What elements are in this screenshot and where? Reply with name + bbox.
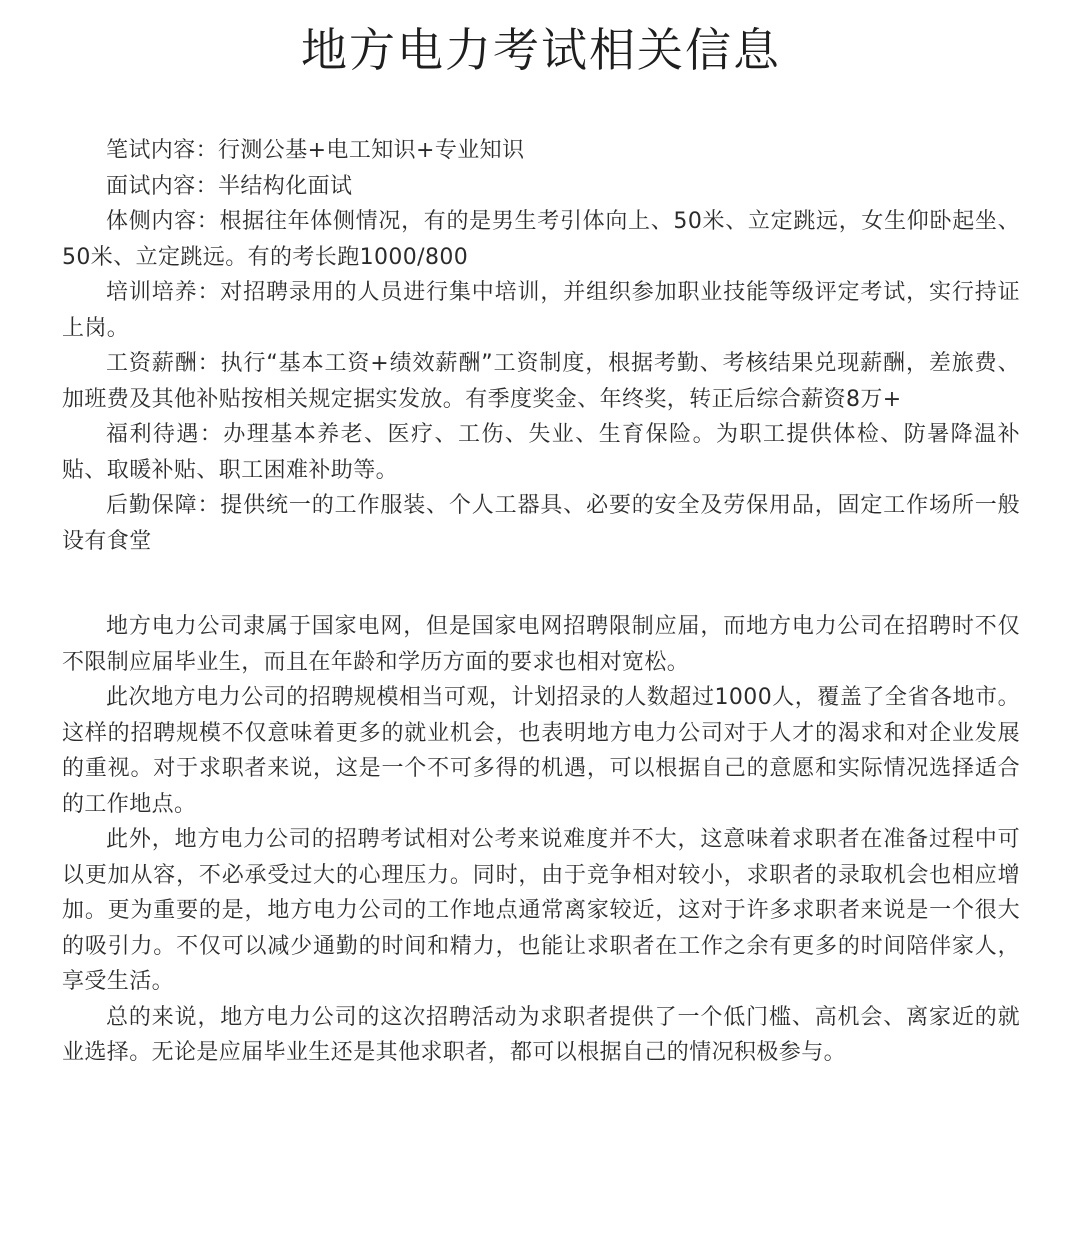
page-title: 地方电力考试相关信息 — [301, 23, 781, 77]
body-paragraph: 此次地方电力公司的招聘规模相当可观，计划招录的人数超过1000人，覆盖了全省各地市。这样的招聘规模不仅意味着更多的就业机会，也表明地方电力公司对于人才的渴求和对企业发展的重视。对于求职者来说，这是一个不可多得的机遇，可以根据自己的意愿和实际情况选择适合的工作地点。 — [62, 685, 1020, 817]
body-paragraph: 地方电力公司隶属于国家电网，但是国家电网招聘限制应届，而地方电力公司在招聘时不仅不限制应届毕业生，而且在年龄和学历方面的要求也相对宽松。 — [62, 614, 1020, 675]
info-logistics: 后勤保障：提供统一的工作服装、个人工器具、必要的安全及劳保用品，固定工作场所一般设有食堂 — [62, 493, 1020, 554]
description-section — [62, 609, 1020, 1071]
info-interview: 面试内容：半结构化面试 — [106, 173, 353, 199]
document — [62, 0, 1020, 1071]
info-written-exam: 笔试内容：行测公基+电工知识+专业知识 — [106, 138, 525, 163]
body-paragraph: 总的来说，地方电力公司的这次招聘活动为求职者提供了一个低门槛、高机会、离家近的就业选择。无论是应届毕业生还是其他求职者，都可以根据自己的情况积极参与。 — [62, 1004, 1020, 1065]
exam-info-section — [62, 133, 1020, 559]
info-salary: 工资薪酬：执行“基本工资+绩效薪酬”工资制度，根据考勤、考核结果兑现薪酬，差旅费、加班费及其他补贴按相关规定据实发放。有季度奖金、年终奖，转正后综合薪资8万+ — [62, 351, 1020, 412]
info-training: 培训培养：对招聘录用的人员进行集中培训，并组织参加职业技能等级评定考试，实行持证上岗。 — [62, 280, 1020, 341]
info-benefits: 福利待遇：办理基本养老、医疗、工伤、失业、生育保险。为职工提供体检、防暑降温补贴、取暖补贴、职工困难补助等。 — [62, 422, 1020, 483]
info-physical-test: 体侧内容：根据往年体侧情况，有的是男生考引体向上、50米、立定跳远，女生仰卧起坐、50米、立定跳远。有的考长跑1000/800 — [62, 209, 1020, 270]
body-paragraph: 此外，地方电力公司的招聘考试相对公考来说难度并不大，这意味着求职者在准备过程中可以更加从容，不必承受过大的心理压力。同时，由于竞争相对较小，求职者的录取机会也相应增加。更为重要的是，地方电力公司的工作地点通常离家较近，这对于许多求职者来说是一个很大的吸引力。不仅可以减少通勤的时间和精力，也能让求职者在工作之余有更多的时间陪伴家人，享受生活。 — [62, 827, 1020, 994]
